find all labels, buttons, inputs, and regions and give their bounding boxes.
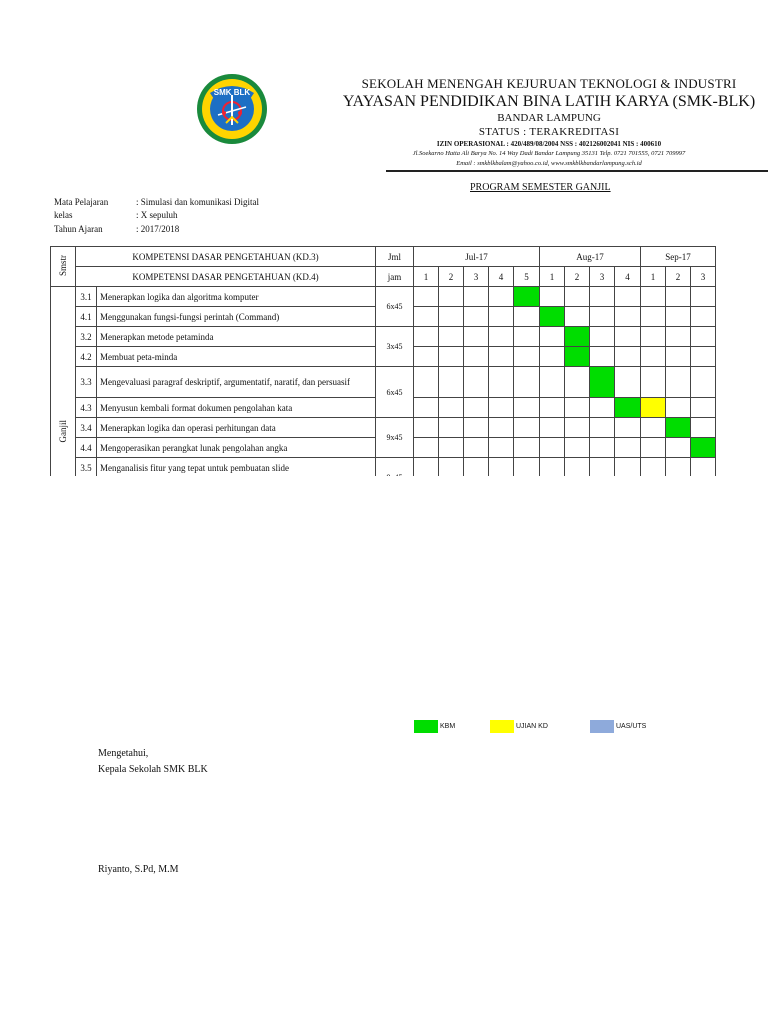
week-header: 5 (514, 267, 540, 287)
schedule-cell (666, 418, 691, 438)
table-row (51, 418, 716, 438)
schedule-cell (615, 418, 641, 438)
schedule-cell (615, 307, 641, 327)
schedule-cell (464, 418, 489, 438)
schedule-cell (464, 347, 489, 367)
kd-code: 4.3 (76, 398, 97, 418)
schedule-cell (514, 418, 540, 438)
schedule-cell (489, 438, 514, 458)
city: BANDAR LAMPUNG (497, 112, 601, 124)
schedule-cell (489, 327, 514, 347)
schedule-cell (439, 418, 464, 438)
accreditation-status: STATUS : TERAKREDITASI (478, 126, 620, 138)
schedule-cell (514, 327, 540, 347)
schedule-cell (540, 398, 565, 418)
semester-header: Smstr (51, 247, 76, 287)
week-header: 2 (666, 267, 691, 287)
schedule-cell (414, 307, 439, 327)
table-row (51, 458, 716, 478)
schedule-cell (414, 438, 439, 458)
schedule-cell (565, 458, 590, 478)
kd-description: Menerapkan metode petaminda (97, 327, 376, 347)
schedule-cell (464, 458, 489, 478)
jml-jam: 3x45 (376, 327, 414, 367)
schedule-cell (691, 347, 716, 367)
schedule-cell (540, 307, 565, 327)
kd-description: Menerapkan logika dan operasi perhitungan data (97, 418, 376, 438)
schedule-cell (565, 398, 590, 418)
schedule-cell (691, 307, 716, 327)
table-row (51, 287, 716, 307)
class-value: : X sepuluh (136, 210, 178, 220)
subject-label: Mata Pelajaran (54, 197, 109, 207)
schedule-cell (666, 307, 691, 327)
kd-description: Mengevaluasi paragraf deskriptif, argumentatif, naratif, dan persuasif (97, 367, 376, 398)
schedule-cell (590, 367, 615, 398)
kd-code: 3.5 (76, 458, 97, 478)
legend-label: KBM (440, 723, 456, 730)
jml-jam: 9x45 (376, 418, 414, 458)
schedule-cell (666, 367, 691, 398)
schedule-cell (514, 287, 540, 307)
kd-code: 3.1 (76, 287, 97, 307)
schedule-cell (691, 367, 716, 398)
legend-swatch (590, 720, 614, 733)
year-label: Tahun Ajaran (54, 224, 103, 234)
schedule-cell (464, 327, 489, 347)
schedule-cell (641, 307, 666, 327)
kd-description: Membuat peta-minda (97, 347, 376, 367)
legend-label: UAS/UTS (616, 723, 647, 730)
schedule-cell (691, 398, 716, 418)
schedule-cell (590, 287, 615, 307)
kd-description: Mengoperasikan perangkat lunak pengolahan angka (97, 438, 376, 458)
school-logo (196, 73, 268, 145)
schedule-cell (590, 438, 615, 458)
schedule-cell (540, 458, 565, 478)
week-header: 3 (590, 267, 615, 287)
schedule-cell (414, 458, 439, 478)
kd-description: Menganalisis fitur yang tepat untuk pembuatan slide (97, 458, 376, 478)
schedule-cell (666, 458, 691, 478)
schedule-cell (439, 287, 464, 307)
school-name: SEKOLAH MENENGAH KEJURUAN TEKNOLOGI & INDUSTRI (361, 76, 737, 91)
month-header: Jul-17 (414, 247, 540, 267)
schedule-cell (615, 347, 641, 367)
schedule-cell (489, 307, 514, 327)
svg-text:SMK BLK: SMK BLK (213, 88, 251, 97)
schedule-cell (641, 287, 666, 307)
week-header: 1 (414, 267, 439, 287)
week-header: 3 (464, 267, 489, 287)
page-break-gap (0, 476, 768, 616)
schedule-cell (615, 438, 641, 458)
week-header: 1 (540, 267, 565, 287)
schedule-cell (464, 438, 489, 458)
foundation-name: YAYASAN PENDIDIKAN BINA LATIH KARYA (SMK-BLK) (342, 93, 756, 110)
kd-code: 4.2 (76, 347, 97, 367)
week-header: 4 (489, 267, 514, 287)
schedule-cell (489, 458, 514, 478)
schedule-cell (615, 398, 641, 418)
schedule-cell (691, 438, 716, 458)
schedule-cell (691, 327, 716, 347)
kd-description: Menerapkan logika dan algoritma komputer (97, 287, 376, 307)
schedule-cell (514, 367, 540, 398)
schedule-cell (514, 458, 540, 478)
schedule-cell (565, 287, 590, 307)
year-value: : 2017/2018 (136, 224, 180, 234)
schedule-cell (414, 327, 439, 347)
schedule-cell (590, 398, 615, 418)
schedule-cell (641, 327, 666, 347)
schedule-cell (565, 307, 590, 327)
schedule-cell (565, 327, 590, 347)
schedule-cell (666, 327, 691, 347)
schedule-cell (540, 327, 565, 347)
schedule-cell (691, 287, 716, 307)
schedule-cell (615, 458, 641, 478)
month-header: Sep-17 (641, 247, 716, 267)
header-rule (386, 170, 768, 172)
schedule-cell (439, 307, 464, 327)
table-row (51, 367, 716, 398)
schedule-cell (489, 367, 514, 398)
schedule-cell (514, 307, 540, 327)
schedule-cell (565, 438, 590, 458)
kd-description: Menggunakan fungsi-fungsi perintah (Command) (97, 307, 376, 327)
week-header: 4 (615, 267, 641, 287)
schedule-cell (414, 418, 439, 438)
jml-jam: 6x45 (376, 367, 414, 418)
week-header: 2 (565, 267, 590, 287)
schedule-cell (464, 287, 489, 307)
schedule-cell (666, 398, 691, 418)
schedule-cell (540, 418, 565, 438)
schedule-cell (464, 398, 489, 418)
schedule-cell (439, 327, 464, 347)
schedule-cell (565, 418, 590, 438)
schedule-cell (414, 398, 439, 418)
schedule-cell (565, 367, 590, 398)
schedule-cell (641, 458, 666, 478)
schedule-cell (615, 367, 641, 398)
schedule-cell (565, 347, 590, 367)
license-line: IZIN OPERASIONAL : 420/489/08/2004 NSS : 402126002041 NIS : 400610 (436, 140, 662, 148)
schedule-cell (414, 287, 439, 307)
table-row (51, 327, 716, 347)
schedule-cell (590, 307, 615, 327)
schedule-cell (666, 347, 691, 367)
schedule-cell (439, 438, 464, 458)
schedule-cell (464, 307, 489, 327)
schedule-cell (641, 347, 666, 367)
schedule-cell (489, 347, 514, 367)
schedule-cell (439, 458, 464, 478)
schedule-cell (489, 398, 514, 418)
kd-description: Menyusun kembali format dokumen pengolahan kata (97, 398, 376, 418)
legend-swatch (490, 720, 514, 733)
schedule-cell (590, 458, 615, 478)
schedule-cell (590, 418, 615, 438)
schedule-cell (691, 458, 716, 478)
schedule-cell (540, 367, 565, 398)
kd-code: 3.4 (76, 418, 97, 438)
jml-header: Jml (376, 247, 414, 267)
schedule-cell (439, 347, 464, 367)
schedule-cell (590, 327, 615, 347)
email-line: Email : smkblkbalam@yahoo.co.id, www.smkblkbandarlampung.sch.id (456, 160, 642, 167)
kd-code: 3.2 (76, 327, 97, 347)
schedule-cell (641, 398, 666, 418)
schedule-cell (641, 418, 666, 438)
schedule-cell (540, 287, 565, 307)
kd-code: 3.3 (76, 367, 97, 398)
week-header: 3 (691, 267, 716, 287)
subject-value: : Simulasi dan komunikasi Digital (136, 197, 259, 207)
schedule-cell (666, 287, 691, 307)
schedule-cell (514, 347, 540, 367)
schedule-cell (666, 438, 691, 458)
class-label: kelas (54, 210, 73, 220)
jam-header: jam (376, 267, 414, 287)
kd4-header: KOMPETENSI DASAR PENGETAHUAN (KD.4) (76, 267, 376, 287)
schedule-cell (641, 438, 666, 458)
program-title: PROGRAM SEMESTER GANJIL (470, 182, 611, 193)
principal-title: Kepala Sekolah SMK BLK (98, 764, 208, 775)
schedule-cell (615, 327, 641, 347)
semester-cell: Ganjil (51, 287, 76, 578)
week-header: 1 (641, 267, 666, 287)
schedule-cell (590, 347, 615, 367)
legend-label: UJIAN KD (516, 723, 548, 730)
jml-jam: 6x45 (376, 287, 414, 327)
address-line: Jl.Soekarno Hatta Ali Barya No. 14 Way Dadi Bandar Lampung 35131 Telp. 0721 701555, 0721 709997 (412, 150, 686, 157)
week-header: 2 (439, 267, 464, 287)
schedule-cell (514, 398, 540, 418)
schedule-cell (489, 287, 514, 307)
signer-name: Riyanto, S.Pd, M.M (98, 864, 179, 875)
schedule-cell (439, 398, 464, 418)
schedule-cell (414, 347, 439, 367)
schedule-cell (540, 347, 565, 367)
schedule-cell (414, 367, 439, 398)
month-header: Aug-17 (540, 247, 641, 267)
acknowledge-text: Mengetahui, (98, 748, 149, 759)
schedule-cell (514, 438, 540, 458)
schedule-cell (540, 438, 565, 458)
kd-code: 4.4 (76, 438, 97, 458)
schedule-cell (489, 418, 514, 438)
kd3-header: KOMPETENSI DASAR PENGETAHUAN (KD.3) (76, 247, 376, 267)
schedule-cell (641, 367, 666, 398)
legend-swatch (414, 720, 438, 733)
schedule-cell (691, 418, 716, 438)
kd-code: 4.1 (76, 307, 97, 327)
schedule-cell (439, 367, 464, 398)
schedule-cell (464, 367, 489, 398)
schedule-cell (615, 287, 641, 307)
